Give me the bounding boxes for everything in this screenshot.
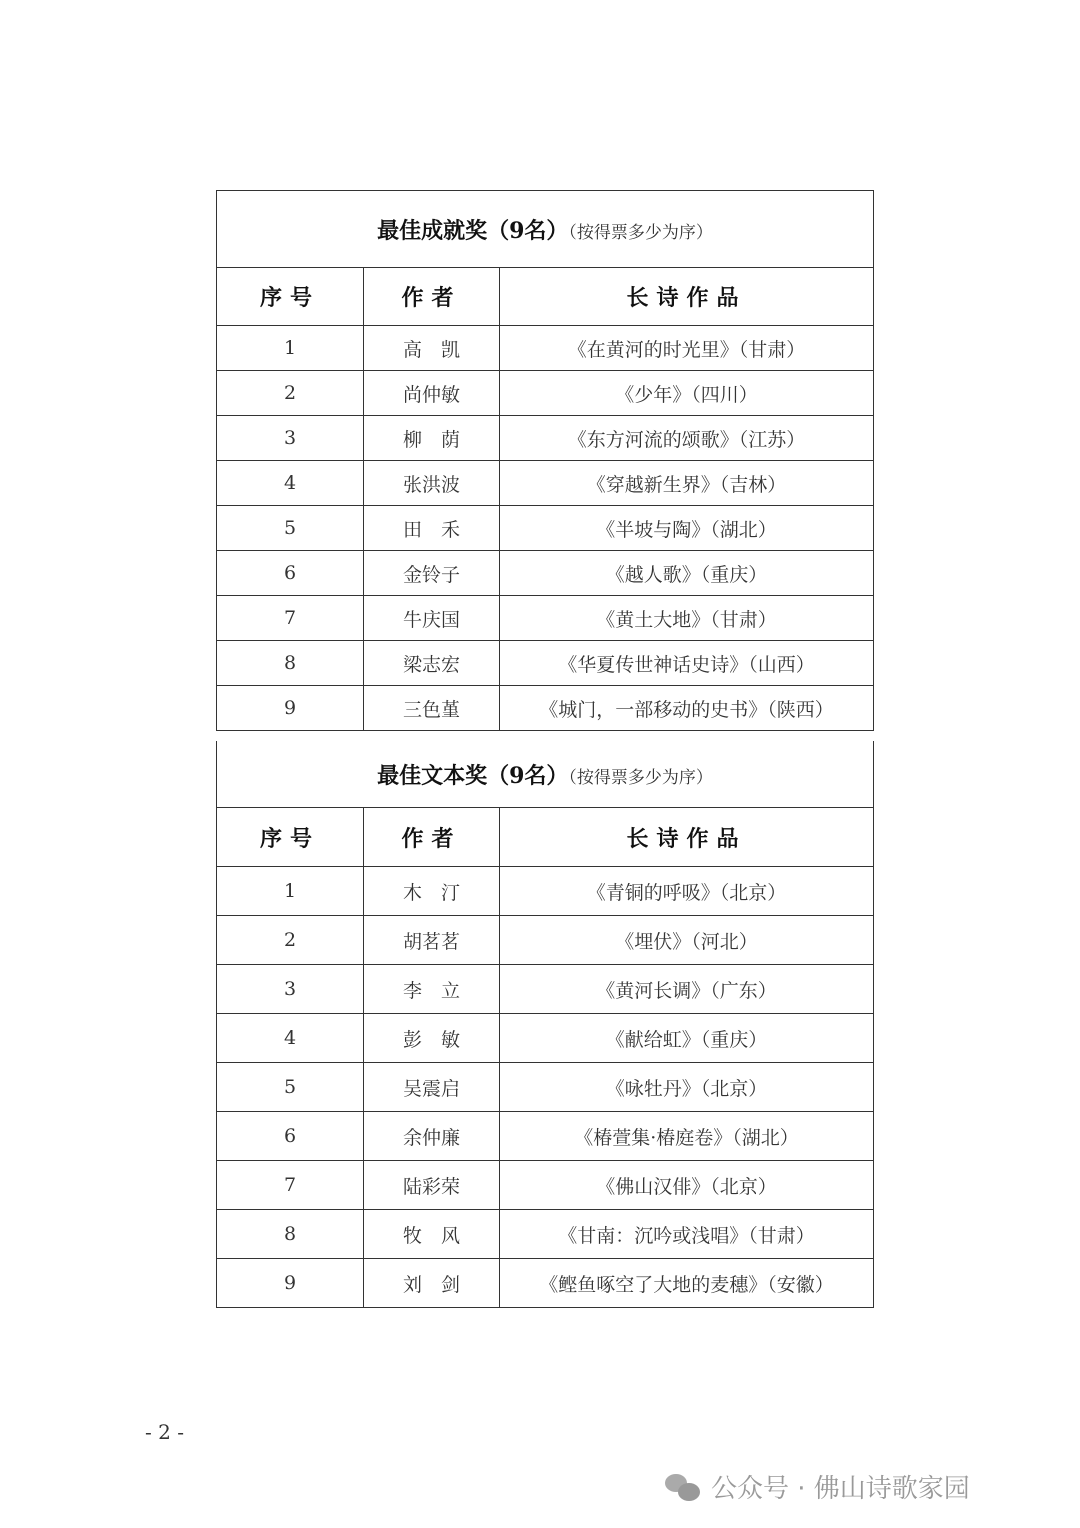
- cell-index: 6: [217, 1112, 364, 1161]
- cell-author: 高 凯: [364, 326, 500, 371]
- cell-work: 《青铜的呼吸》（北京）: [500, 867, 874, 916]
- table-row: [217, 1014, 874, 1063]
- cell-work: 《献给虹》（重庆）: [500, 1014, 874, 1063]
- table-row: [217, 1063, 874, 1112]
- cell-index: 7: [217, 1161, 364, 1210]
- cell-author: 田 禾: [364, 506, 500, 551]
- table-row: [217, 867, 874, 916]
- table-row: [217, 1210, 874, 1259]
- header-index: 序号: [217, 808, 364, 867]
- table-row: [217, 416, 874, 461]
- cell-index: 9: [217, 686, 364, 731]
- section-title: 最佳文本奖（9名）（按得票多少为序）: [217, 741, 874, 808]
- cell-index: 4: [217, 461, 364, 506]
- header-work: 长诗作品: [500, 268, 874, 326]
- cell-index: 5: [217, 1063, 364, 1112]
- cell-index: 4: [217, 1014, 364, 1063]
- cell-index: 1: [217, 867, 364, 916]
- cell-index: 3: [217, 965, 364, 1014]
- table-row: [217, 686, 874, 731]
- cell-index: 1: [217, 326, 364, 371]
- header-work: 长诗作品: [500, 808, 874, 867]
- cell-author: 吴震启: [364, 1063, 500, 1112]
- cell-work: 《鲣鱼啄空了大地的麦穗》（安徽）: [500, 1259, 874, 1308]
- cell-author: 陆彩荣: [364, 1161, 500, 1210]
- cell-work: 《甘南：沉吟或浅唱》（甘肃）: [500, 1210, 874, 1259]
- cell-work: 《华夏传世神话史诗》（山西）: [500, 641, 874, 686]
- watermark: [665, 1468, 970, 1505]
- cell-work: 《越人歌》（重庆）: [500, 551, 874, 596]
- page-number: - 2 -: [145, 1420, 184, 1444]
- cell-author: 牧 风: [364, 1210, 500, 1259]
- cell-work: 《半坡与陶》（湖北）: [500, 506, 874, 551]
- cell-index: 2: [217, 371, 364, 416]
- wechat-icon: [665, 1472, 703, 1502]
- header-author: 作者: [364, 808, 500, 867]
- cell-author: 木 汀: [364, 867, 500, 916]
- cell-index: 5: [217, 506, 364, 551]
- cell-index: 7: [217, 596, 364, 641]
- table-row: [217, 506, 874, 551]
- cell-work: 《东方河流的颂歌》（江苏）: [500, 416, 874, 461]
- cell-work: 《穿越新生界》（吉林）: [500, 461, 874, 506]
- cell-work: 《少年》（四川）: [500, 371, 874, 416]
- best-text-table: [216, 741, 874, 1308]
- cell-index: 9: [217, 1259, 364, 1308]
- table-row: [217, 965, 874, 1014]
- cell-author: 金铃子: [364, 551, 500, 596]
- cell-index: 2: [217, 916, 364, 965]
- cell-work: 《佛山汉俳》（北京）: [500, 1161, 874, 1210]
- cell-author: 彭 敏: [364, 1014, 500, 1063]
- cell-author: 刘 剑: [364, 1259, 500, 1308]
- cell-author: 尚仲敏: [364, 371, 500, 416]
- table-row: [217, 1259, 874, 1308]
- cell-author: 梁志宏: [364, 641, 500, 686]
- cell-author: 牛庆国: [364, 596, 500, 641]
- cell-index: 8: [217, 641, 364, 686]
- header-index: 序号: [217, 268, 364, 326]
- table-row: [217, 1161, 874, 1210]
- table-row: [217, 596, 874, 641]
- best-achievement-table: [216, 190, 874, 731]
- table-row: [217, 1112, 874, 1161]
- table-row: [217, 461, 874, 506]
- section-title: 最佳成就奖（9名）（按得票多少为序）: [217, 191, 874, 268]
- watermark-text: 公众号 · 佛山诗歌家园: [711, 1474, 970, 1504]
- cell-work: 《椿萱集·椿庭卷》（湖北）: [500, 1112, 874, 1161]
- table-row: [217, 551, 874, 596]
- cell-work: 《咏牡丹》（北京）: [500, 1063, 874, 1112]
- cell-work: 《埋伏》（河北）: [500, 916, 874, 965]
- table-row: [217, 326, 874, 371]
- table-row: [217, 371, 874, 416]
- cell-work: 《城门，一部移动的史书》（陕西）: [500, 686, 874, 731]
- cell-author: 三色堇: [364, 686, 500, 731]
- table-row: [217, 641, 874, 686]
- cell-author: 李 立: [364, 965, 500, 1014]
- cell-work: 《在黄河的时光里》（甘肃）: [500, 326, 874, 371]
- cell-author: 胡茗茗: [364, 916, 500, 965]
- cell-author: 张洪波: [364, 461, 500, 506]
- cell-index: 3: [217, 416, 364, 461]
- cell-author: 余仲廉: [364, 1112, 500, 1161]
- header-author: 作者: [364, 268, 500, 326]
- cell-work: 《黄土大地》（甘肃）: [500, 596, 874, 641]
- cell-author: 柳 荫: [364, 416, 500, 461]
- cell-index: 6: [217, 551, 364, 596]
- cell-work: 《黄河长调》（广东）: [500, 965, 874, 1014]
- cell-index: 8: [217, 1210, 364, 1259]
- table-row: [217, 916, 874, 965]
